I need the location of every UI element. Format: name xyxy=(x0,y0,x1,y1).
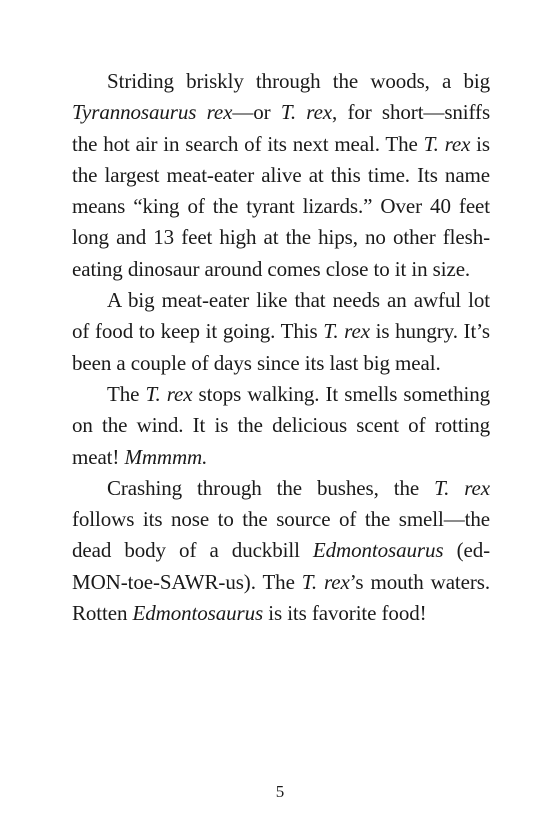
page-body xyxy=(72,66,490,629)
text-run: The xyxy=(107,381,146,406)
page-number: 5 xyxy=(275,782,285,801)
italic-text-run: T. rex xyxy=(145,381,193,406)
text-run: is hungry. It’s been a couple of days since its last big meal. xyxy=(72,319,490,375)
italic-text-run: T. rex xyxy=(323,319,370,344)
italic-text-run: T. rex xyxy=(423,131,471,156)
text-run: —or xyxy=(232,100,281,125)
text-run: Crashing through the bushes, the xyxy=(107,475,435,500)
italic-text-run: Edmontosaurus xyxy=(132,601,264,626)
text-run: follows its nose to the source of the smell—the dead body of a duckbill xyxy=(72,507,490,563)
text-run: , for short—sniffs the hot air in search of its next meal. The xyxy=(72,100,491,156)
paragraph-1 xyxy=(72,66,490,285)
italic-text-run: T. rex xyxy=(301,569,350,594)
paragraph-3 xyxy=(72,379,490,473)
italic-text-run: Edmontosaurus xyxy=(312,538,444,563)
italic-text-run: Mmmmm. xyxy=(124,444,208,469)
text-run: is its favorite food! xyxy=(263,601,427,626)
italic-text-run: T. rex xyxy=(434,475,490,500)
paragraph-2 xyxy=(72,285,490,379)
paragraph-4 xyxy=(72,473,490,629)
italic-text-run: Tyrannosaurus rex xyxy=(72,100,233,125)
text-run: (ed-MON-toe-SAWR-us). The xyxy=(72,538,490,594)
italic-text-run: T. rex xyxy=(280,100,333,125)
text-run: A big meat-eater like that needs an awful lot of food to keep it going. This xyxy=(72,288,490,344)
text-run: Striding briskly through the woods, a big xyxy=(107,69,490,93)
text-run: ’s mouth waters. Rotten xyxy=(72,569,490,626)
text-run: is the largest meat-eater alive at this time. Its name means “king of the tyrant lizards.” Over 40 feet long and 13 feet high at the hips, no other flesh-eating dinosaur around comes close to it in size. xyxy=(72,131,490,281)
text-run: stops walking. It smells something on the wind. It is the delicious scent of rotting meat! xyxy=(72,381,491,469)
